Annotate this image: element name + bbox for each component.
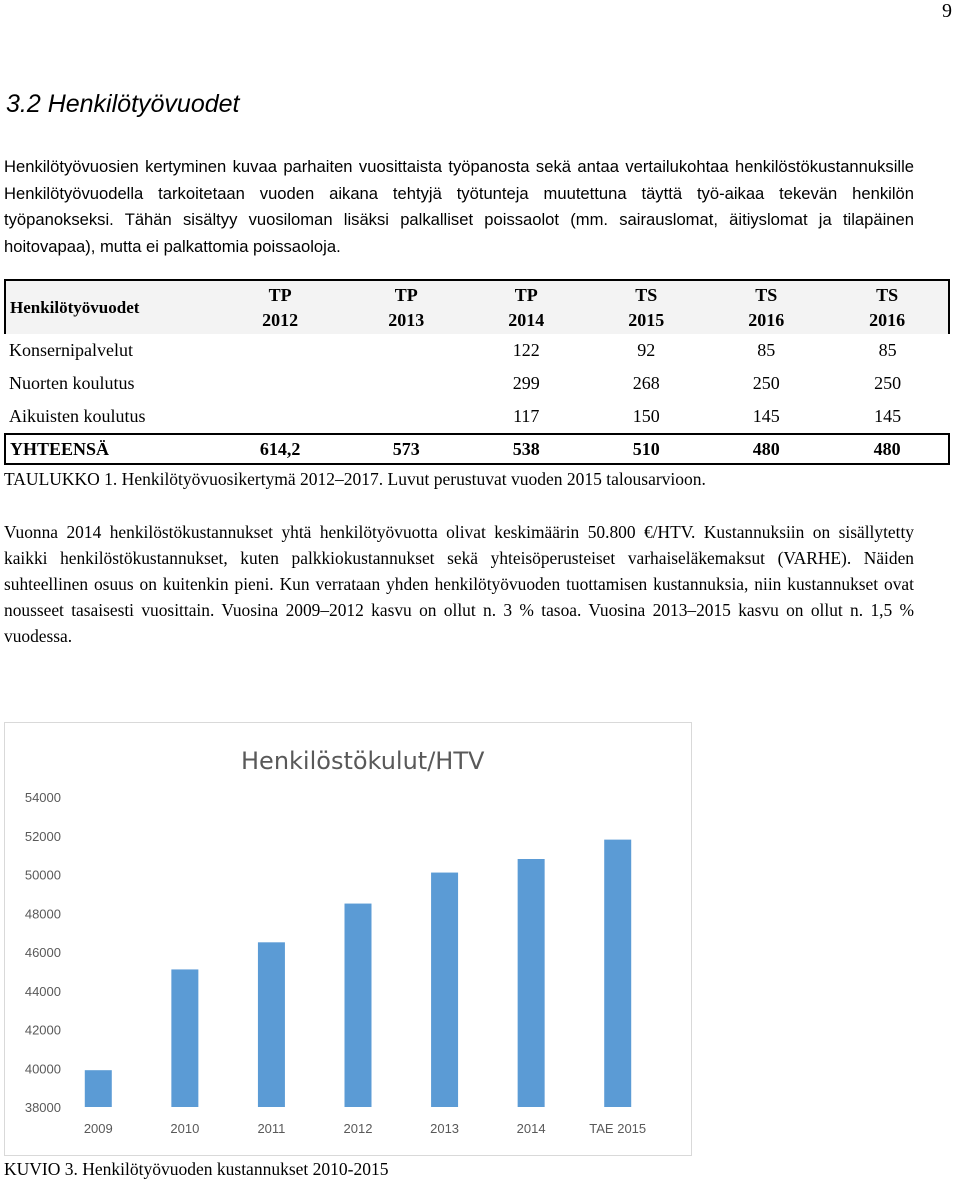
table-total-row: [5, 434, 949, 464]
y-tick-label: 38000: [24, 1100, 61, 1115]
table-cell: 299: [512, 373, 540, 393]
chart-bar: [518, 859, 545, 1107]
table-cell: 117: [513, 406, 540, 426]
x-tick-label: 2011: [257, 1121, 286, 1136]
total-cell: 480: [706, 434, 826, 464]
total-cell: 480: [826, 434, 949, 464]
row-label: Aikuisten koulutus: [9, 406, 146, 426]
table-row: [5, 367, 949, 400]
table-caption: TAULUKKO 1. Henkilötyövuosikertymä 2012‒2017. Luvut perustuvat vuoden 2015 talousarvioon.: [4, 469, 706, 489]
table-cell: 85: [757, 340, 776, 360]
table-cell: 92: [637, 340, 656, 360]
cost-chart: [4, 722, 692, 1156]
x-tick-label: 2009: [83, 1121, 113, 1136]
y-tick-label: 48000: [24, 906, 61, 922]
x-tick-label: 2012: [343, 1121, 373, 1136]
chart-title: Henkilöstökulut/HTV: [241, 747, 485, 775]
y-tick-label: 50000: [24, 867, 61, 883]
table-cell: [214, 334, 346, 367]
table-cell: 150: [632, 406, 660, 426]
cost-chart-svg: [5, 723, 691, 1155]
figure-caption: KUVIO 3. Henkilötyövuoden kustannukset 2010-2015: [4, 1159, 389, 1179]
y-tick-label: 52000: [24, 828, 61, 844]
column-header: TP 2012: [214, 280, 346, 334]
total-cell: 510: [586, 434, 706, 464]
x-tick-label: 2014: [516, 1121, 546, 1136]
table-cell: [346, 400, 466, 434]
y-tick-label: 54000: [24, 790, 61, 805]
total-label: YHTEENSÄ: [5, 434, 214, 464]
henkilotyovuodet-table: [4, 279, 950, 465]
chart-bar: [604, 840, 631, 1107]
chart-bar: [85, 1070, 112, 1107]
column-header: TP 2014: [466, 280, 586, 334]
y-tick-label: 44000: [24, 983, 61, 999]
table-cell: [346, 367, 466, 400]
table-header-label: Henkilötyövuodet: [5, 280, 214, 334]
y-tick-label: 40000: [24, 1061, 61, 1077]
table-cell: 250: [874, 373, 902, 393]
chart-bar: [345, 904, 372, 1107]
table-cell: [346, 334, 466, 367]
total-cell: 573: [346, 434, 466, 464]
table-cell: 250: [752, 373, 780, 393]
table-cell: 85: [878, 340, 897, 360]
x-tick-label: 2013: [430, 1121, 460, 1136]
table-cell: 268: [632, 373, 660, 393]
page-number: 9: [942, 0, 952, 22]
section-title: 3.2 Henkilötyövuodet: [6, 90, 240, 118]
chart-bar: [171, 969, 198, 1107]
table-row: [5, 400, 949, 434]
intro-paragraph: Henkilötyövuosien kertyminen kuvaa parhaiten vuosittaista työpanosta sekä antaa vertailukohtaa henkilöstökustannuksille Henkilötyövuodella tarkoitetaan vuoden aikana tehtyjä työtunteja muutettuna täyttä työ-aikaa tekevän henkilön työpanokseksi. Tähän sisältyy vuosiloman lisäksi palkalliset poissaolot (mm. sairauslomat, äitiyslomat ja tilapäinen hoitovapaa), mutta ei palkattomia poissaoloja.: [4, 157, 914, 256]
total-cell: 538: [466, 434, 586, 464]
cost-paragraph: Vuonna 2014 henkilöstökustannukset yhtä henkilötyövuotta olivat keskimäärin 50.800 €/HTV. Kustannuksiin on sisällytetty kaikki henkilöstökustannukset, kuten palkkiokustannukset sekä yhteisöperusteiset varhaiseläkemaksut (VARHE). Näiden suhteellinen osuus on kuitenkin pieni. Kun verrataan yhden henkilötyövuoden tuottamisen kustannuksia, niin kustannukset ovat nousseet tasaisesti vuosittain. Vuosina 2009‒2012 kasvu on ollut n. 3 % tasoa. Vuosina 2013‒2015 kasvu on ollut n. 1,5 % vuodessa.: [4, 522, 914, 646]
column-header: TS 2016: [706, 280, 826, 334]
table-header-row: [5, 280, 949, 334]
y-tick-label: 46000: [24, 945, 61, 960]
x-tick-label: TAE 2015: [589, 1121, 647, 1136]
total-cell: 614,2: [214, 434, 346, 464]
table-cell: [214, 400, 346, 434]
y-tick-label: 42000: [24, 1022, 61, 1038]
table-cell: 145: [874, 406, 902, 426]
table-cell: [214, 367, 346, 400]
chart-bar: [258, 942, 285, 1107]
table-cell: 145: [752, 406, 780, 426]
row-label: Konsernipalvelut: [9, 340, 133, 360]
column-header: TS 2016: [826, 280, 949, 334]
column-header: TP 2013: [346, 280, 466, 334]
chart-bar: [431, 873, 458, 1107]
column-header: TS 2015: [586, 280, 706, 334]
x-tick-label: 2010: [170, 1121, 200, 1136]
table-row: [5, 334, 949, 367]
row-label: Nuorten koulutus: [9, 373, 135, 393]
table-cell: 122: [512, 340, 540, 360]
